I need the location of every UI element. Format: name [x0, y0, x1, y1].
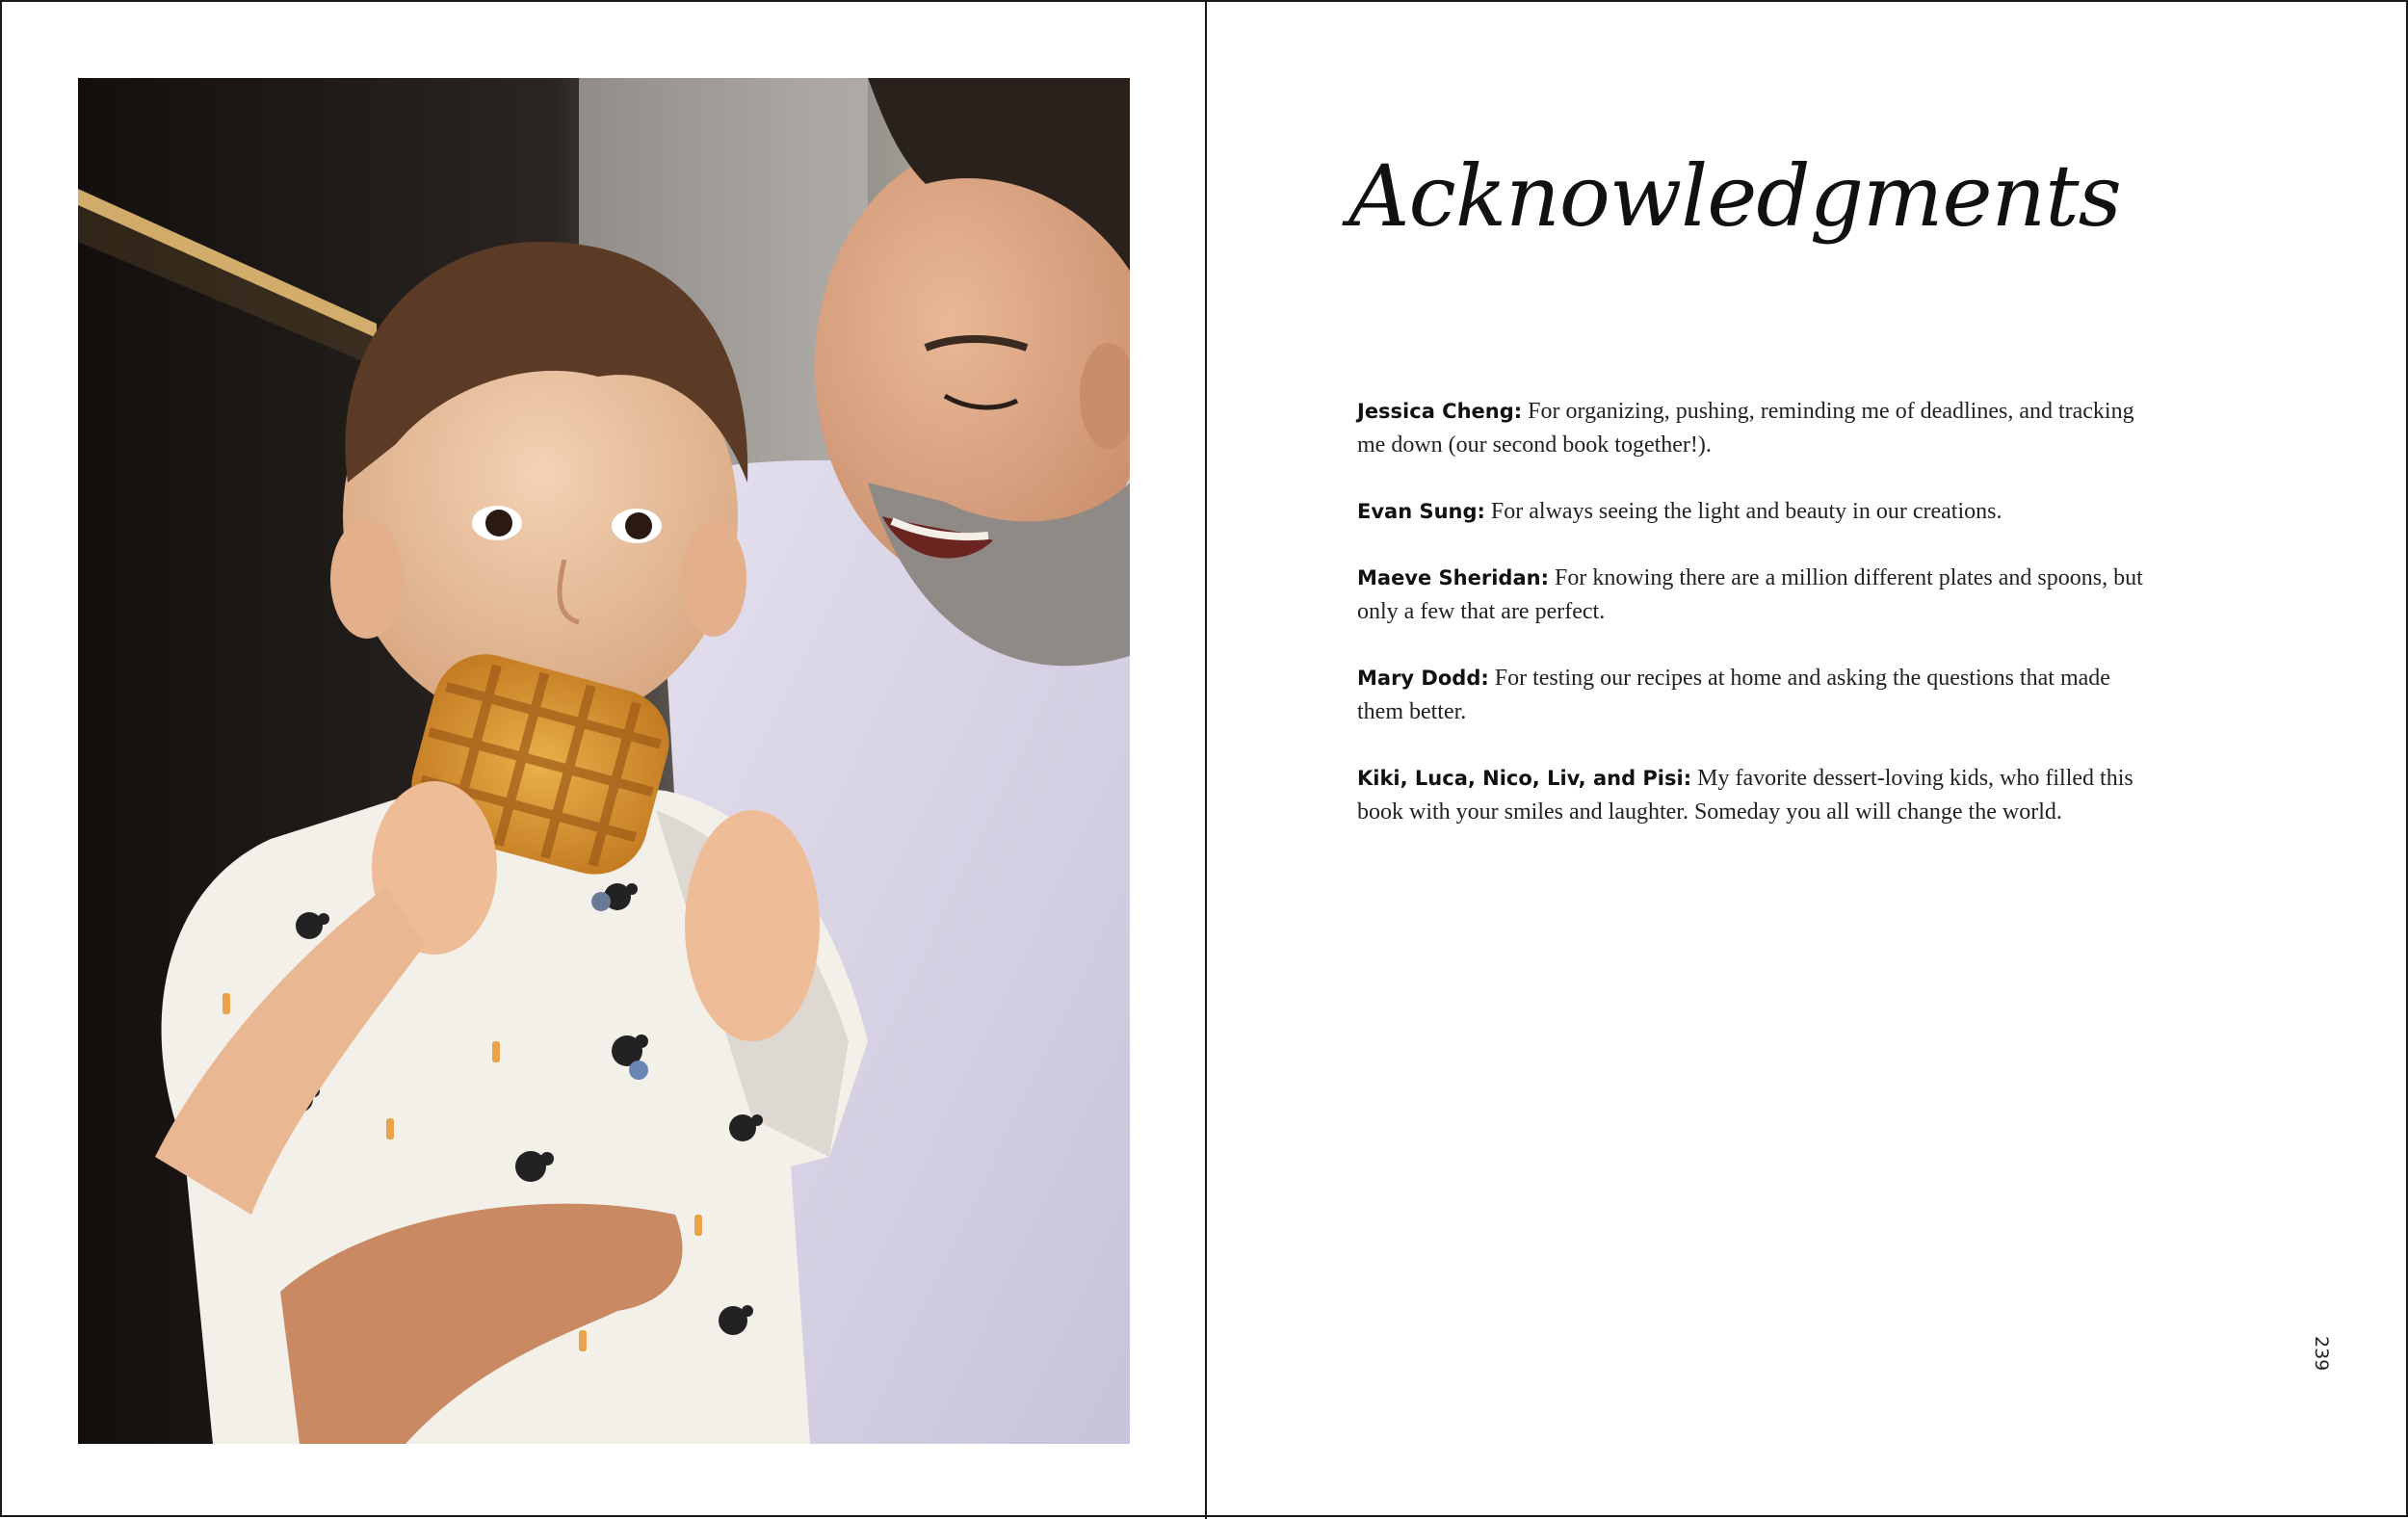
acknowledgment-entry: [1357, 395, 2157, 462]
acknowledgment-name: Mary Dodd:: [1357, 667, 1489, 690]
photo-child-eating-waffle: [78, 78, 1130, 1444]
acknowledgment-name: Maeve Sheridan:: [1357, 566, 1549, 589]
acknowledgment-entry: [1357, 662, 2157, 729]
page-divider: [1205, 2, 1207, 1519]
acknowledgment-entry: [1357, 495, 2157, 529]
acknowledgment-text: For always seeing the light and beauty in our creations.: [1490, 499, 2002, 524]
acknowledgment-name: Kiki, Luca, Nico, Liv, and Pisi:: [1357, 767, 1692, 790]
acknowledgment-text: For organizing, pushing, reminding me of deadlines, and tracking me down (our second book together!).: [1357, 399, 2134, 458]
page-number: 239: [2311, 1336, 2332, 1372]
acknowledgment-name: Jessica Cheng:: [1357, 400, 1523, 423]
acknowledgment-entry: [1357, 562, 2157, 629]
acknowledgments-list: [1357, 395, 2157, 862]
acknowledgment-name: Evan Sung:: [1357, 500, 1485, 523]
acknowledgment-text: My favorite dessert-loving kids, who filled this book with your smiles and laughter. Someday you all will change the world.: [1357, 766, 2133, 825]
acknowledgment-text: For knowing there are a million different plates and spoons, but only a few that are perfect.: [1357, 565, 2143, 624]
page-title: Acknowledgments: [1348, 146, 2121, 246]
acknowledgment-text: For testing our recipes at home and asking the questions that made them better.: [1357, 666, 2110, 724]
acknowledgment-entry: [1357, 762, 2157, 829]
